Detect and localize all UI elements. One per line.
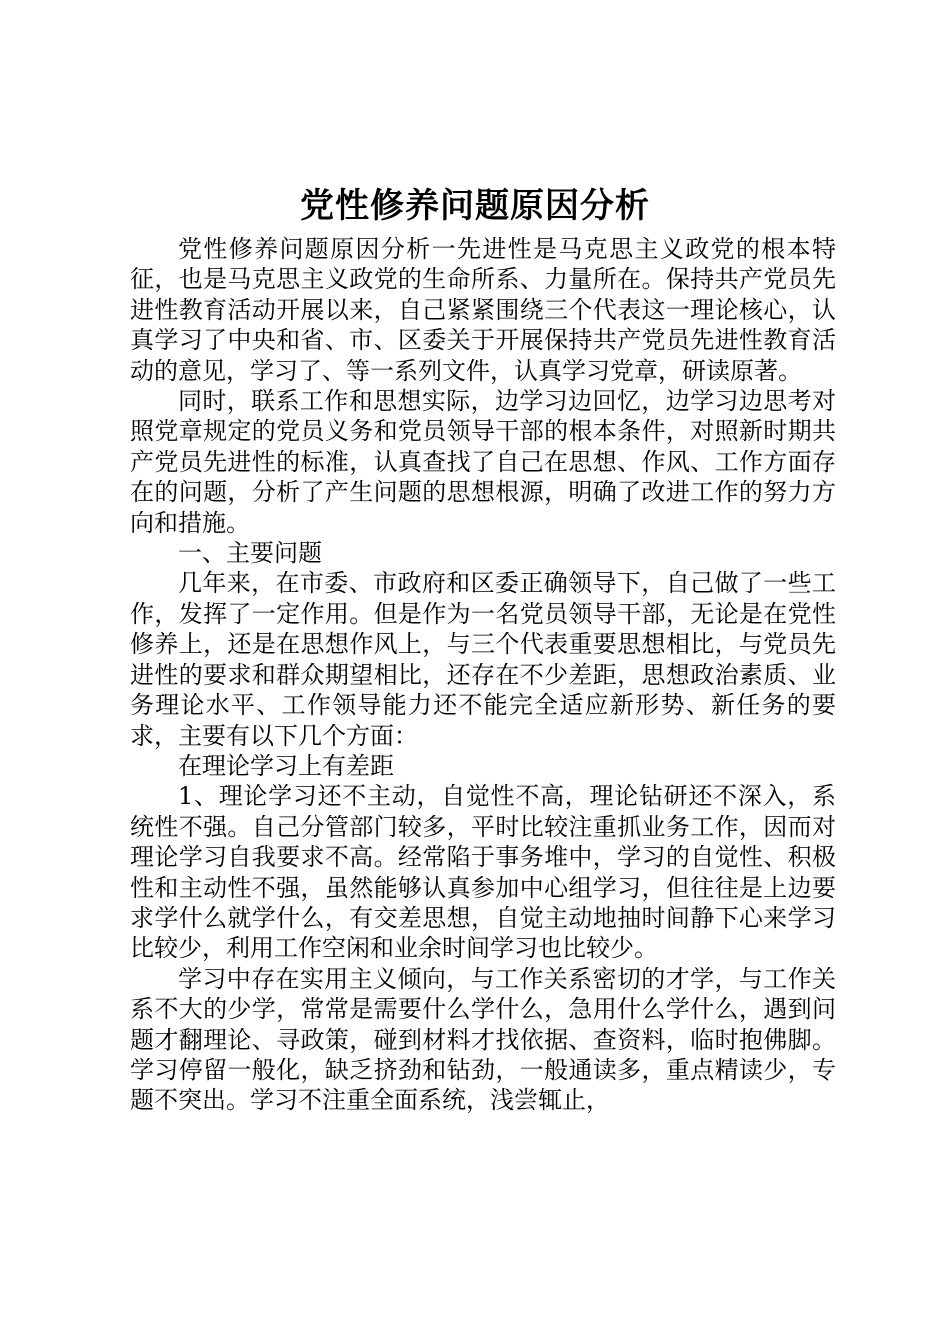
document-body (130, 234, 836, 1116)
subsection-heading: 在理论学习上有差距 (178, 751, 394, 780)
paragraph: 学习中存在实用主义倾向，与工作关系密切的才学，与工作关系不大的少学，常常是需要什么学什么，急用什么学什么，遇到问题才翻理论、寻政策，碰到材料才找依据、查资料，临时抱佛脚。学习停留一般化，缺乏挤劲和钻劲，一般通读多，重点精读少，专题不突出。学习不注重全面系统，浅尝辄止， (130, 964, 836, 1115)
paragraph: 几年来，在市委、市政府和区委正确领导下，自己做了一些工作，发挥了一定作用。但是作为一名党员领导干部，无论是在党性修养上，还是在思想作风上，与三个代表重要思想相比，与党员先进性的要求和群众期望相比，还存在不少差距，思想政治素质、业务理论水平、工作领导能力还不能完全适应新形势、新任务的要求，主要有以下几个方面： (130, 569, 836, 750)
paragraph: 1、理论学习还不主动，自觉性不高，理论钻研还不深入，系统性不强。自己分管部门较多，平时比较注重抓业务工作，因而对理论学习自我要求不高。经常陷于事务堆中，学习的自觉性、积极性和主动性不强，虽然能够认真参加中心组学习，但往往是上边要求学什么就学什么，有交差思想，自觉主动地抽时间静下心来学习比较少，利用工作空闲和业余时间学习也比较少。 (130, 782, 836, 963)
document-title: 党性修养问题原因分析 (300, 186, 650, 226)
section-heading: 一、主要问题 (178, 539, 322, 568)
paragraph: 党性修养问题原因分析一先进性是马克思主义政党的根本特征，也是马克思主义政党的生命所系、力量所在。保持共产党员先进性教育活动开展以来，自己紧紧围绕三个代表这一理论核心，认真学习了中央和省、市、区委关于开展保持共产党员先进性教育活动的意见，学习了、等一系列文件，认真学习党章，研读原著。 (130, 235, 836, 385)
paragraph: 同时，联系工作和思想实际，边学习边回忆，边学习边思考对照党章规定的党员义务和党员领导干部的根本条件，对照新时期共产党员先进性的标准，认真查找了自己在思想、作风、工作方面存在的问题，分析了产生问题的思想根源，明确了改进工作的努力方向和措施。 (130, 387, 836, 537)
